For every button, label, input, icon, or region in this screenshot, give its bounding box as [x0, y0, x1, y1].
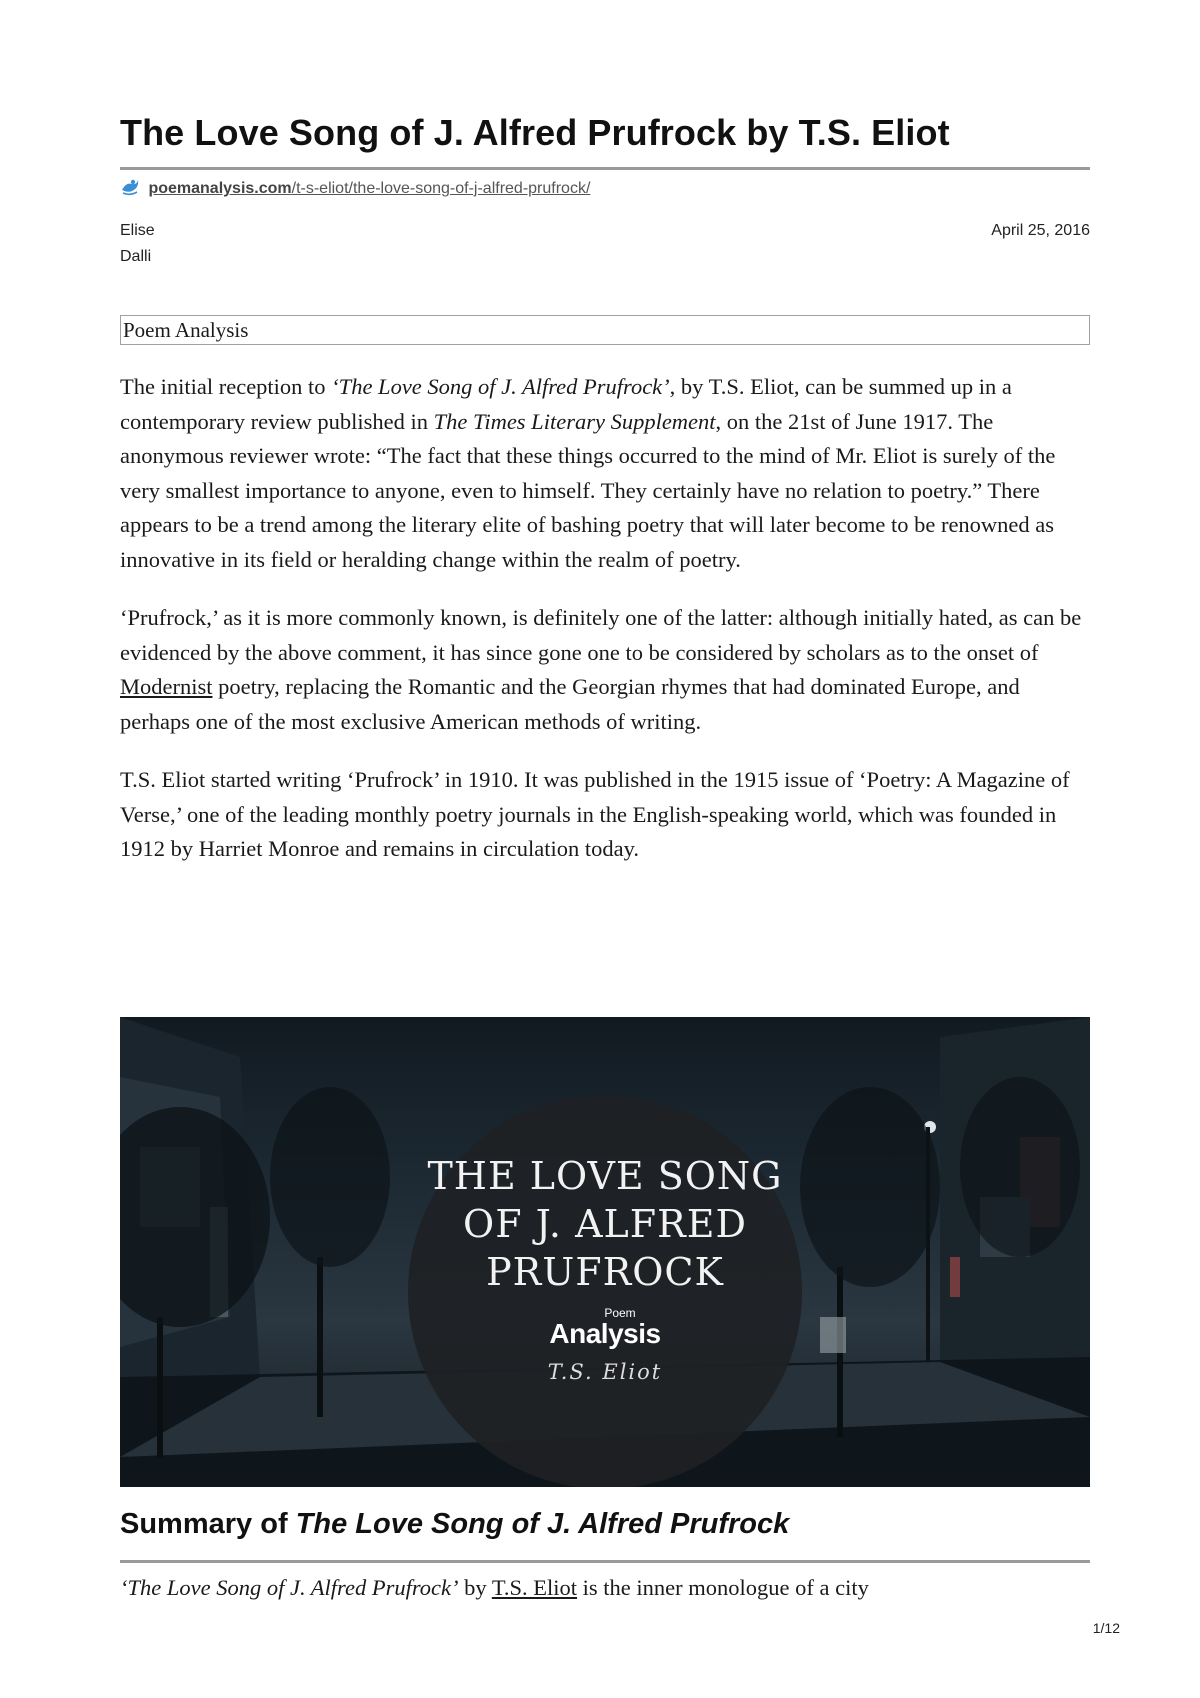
hero-author: T.S. Eliot — [547, 1360, 663, 1384]
article-body — [120, 370, 1095, 891]
poem-analysis-logo: Poem Analysis — [549, 1306, 661, 1349]
publish-date: April 25, 2016 — [991, 222, 1090, 239]
source-path: /t-s-eliot/the-love-song-of-j-alfred-prufrock/ — [291, 180, 591, 197]
ts-eliot-link[interactable]: T.S. Eliot — [491, 1575, 578, 1600]
page-number: 1/12 — [1092, 1620, 1120, 1636]
article-title: The Love Song of J. Alfred Prufrock by T.S. Eliot — [120, 112, 950, 153]
summary-underline — [120, 1560, 1090, 1563]
paragraph-1: The initial reception to ‘The Love Song of J. Alfred Prufrock’, by T.S. Eliot, can be summed up in a contemporary review published in The Times Literary Supplement, on the 21st of June 1917. The anonymous reviewer wrote: “The fact that these things occurred to the mind of Mr. Eliot is surely of the very smallest importance to anyone, even to himself. They certainly have no relation to poetry.” There appears to be a trend among the literary elite of bashing poetry that will later become to be renowned as innovative in its field or heralding change within the realm of poetry. — [120, 374, 1056, 572]
hero-title: THE LOVE SONG OF J. ALFRED PRUFROCK — [427, 1154, 783, 1294]
hero-image — [120, 1017, 1090, 1487]
poem-title-italic: ‘The Love Song of J. Alfred Prufrock’ — [331, 374, 670, 399]
publication-italic: The Times Literary Supplement — [433, 408, 716, 434]
modernist-link[interactable]: Modernist — [120, 674, 213, 699]
source-link-row — [120, 178, 590, 198]
title-underline — [120, 167, 1090, 170]
summary-text: ‘The Love Song of J. Alfred Prufrock’ by T.S. Eliot is the inner monologue of a city — [120, 1575, 869, 1600]
poemanalysis-logo-icon — [120, 178, 140, 196]
summary-heading: Summary of The Love Song of J. Alfred Prufrock — [120, 1508, 790, 1540]
paragraph-3: T.S. Eliot started writing ‘Prufrock’ in 1910. It was published in the 1915 issue of ‘Poetry: A Magazine of Verse,’ one of the leading monthly poetry journals in the English-speaking world, which was founded in 1912 by Harriet Monroe and remains in circulation today. — [120, 767, 1070, 861]
category-box: Poem Analysis — [120, 315, 1090, 345]
author-name: Elise Dalli — [120, 222, 155, 265]
paragraph-2: ‘Prufrock,’ as it is more commonly known, is definitely one of the latter: although initially hated, as can be evidenced by the above comment, it has since gone one to be considered by scholars as to the onset of Modernist poetry, replacing the Romantic and the Georgian rhymes that had dominated Europe, and perhaps one of the most exclusive American methods of writing. — [120, 605, 1082, 734]
source-domain: poemanalysis.com — [148, 180, 292, 197]
source-url-link[interactable] — [148, 180, 590, 197]
